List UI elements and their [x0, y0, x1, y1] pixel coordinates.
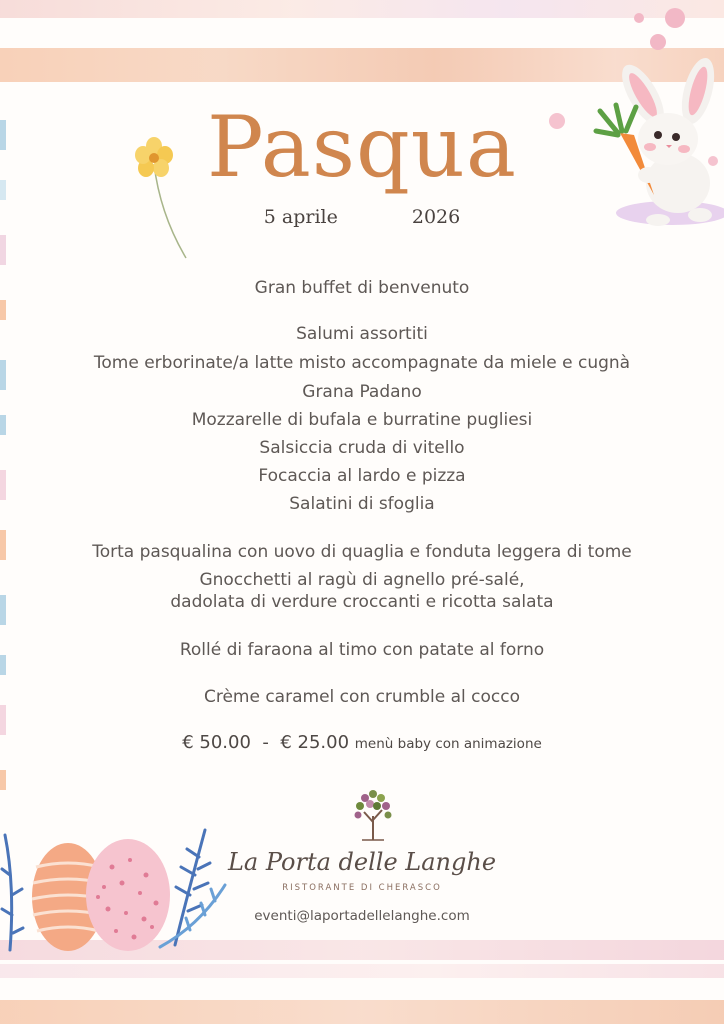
- price-line: [0, 732, 724, 753]
- menu-first-course-line1: Gnocchetti al ragù di agnello pré-salé,: [199, 570, 525, 590]
- menu-item: Mozzarelle di bufala e burratine pugliesi: [191, 410, 533, 430]
- price-child: € 25.00: [280, 732, 350, 753]
- menu-item: Grana Padano: [302, 382, 422, 402]
- contact-email: eventi@laportadellelanghe.com: [254, 908, 470, 924]
- easter-eggs-icon: [0, 815, 230, 960]
- date-day: 5 aprile: [263, 206, 338, 228]
- restaurant-name: La Porta delle Langhe: [227, 848, 497, 876]
- price-adult: € 50.00: [182, 732, 251, 753]
- bottom-stripe-peach: [0, 1000, 724, 1024]
- bottom-stripe-light: [0, 964, 724, 978]
- menu-item: Salumi assortiti: [296, 324, 428, 344]
- menu-dessert: Crème caramel con crumble al cocco: [203, 687, 521, 707]
- price-separator: -: [262, 732, 269, 753]
- menu-welcome: Gran buffet di benvenuto: [254, 278, 470, 298]
- date-year: 2026: [411, 206, 461, 228]
- menu-item: Focaccia al lardo e pizza: [258, 466, 466, 486]
- page-title: Pasqua: [207, 98, 517, 196]
- menu-item: Tome erborinate/a latte misto accompagnate da miele e cugnà: [93, 353, 631, 373]
- menu-item: Salatini di sfoglia: [289, 494, 435, 514]
- menu-item: Salsiccia cruda di vitello: [259, 438, 465, 458]
- menu-main-course: Rollé di faraona al timo con patate al forno: [179, 640, 545, 660]
- event-date: [0, 206, 724, 228]
- menu-starter: Torta pasqualina con uovo di quaglia e fonduta leggera di tome: [92, 542, 632, 562]
- menu-first-course-line2: dadolata di verdure croccanti e ricotta salata: [170, 592, 554, 612]
- tree-logo-icon: [350, 786, 396, 842]
- restaurant-subtitle: RISTORANTE DI CHERASCO: [282, 883, 442, 893]
- price-child-note: menù baby con animazione: [354, 736, 542, 752]
